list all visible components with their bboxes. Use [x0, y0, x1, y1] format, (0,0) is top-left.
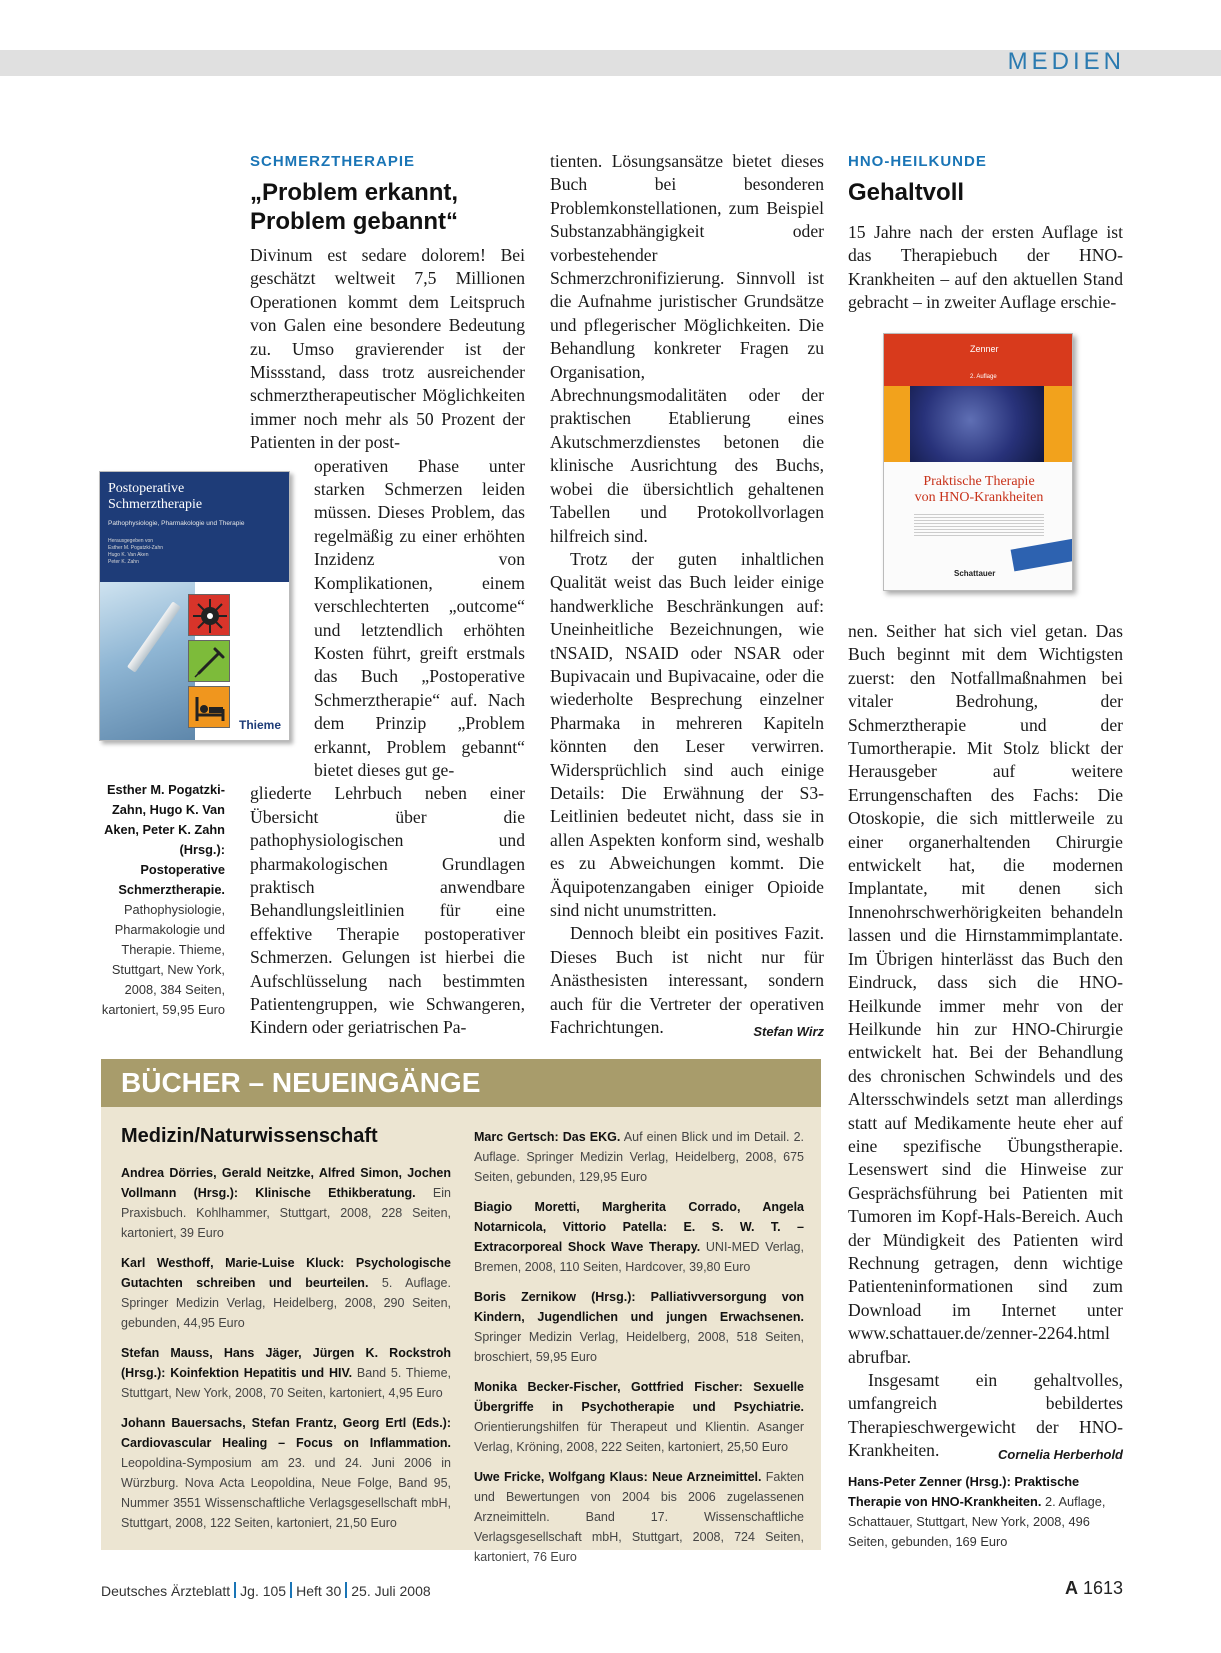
article1-col1-wrap: operativen Phase unter starken Schmerzen leiden müssen. Dieses Problem, das regelmäßig zu einer erhöhten Inzidenz von Komplikationen, einem verschlechterten „outcome“ und letztendlich erhöhten Kosten führt, greift erstmals das Buch „Postoperative Schmerztherapie“ auf. Nach dem Prinzip „Problem erkannt, Problem gebannt“ bietet dieses gut ge-	[314, 455, 525, 780]
article2-p-last-text: Insgesamt ein gehaltvolles, umfangreich bebildertes Therapieschwergewicht der HNO-Krankheiten.	[848, 1370, 1123, 1461]
page-prefix: A	[1064, 1578, 1078, 1598]
book-entry-title: Monika Becker-Fischer, Gottfried Fischer: Sexuelle Übergriffe in Psychotherapie und Psychiatrie.	[474, 1380, 804, 1414]
virus-icon	[188, 594, 230, 636]
article2-body	[848, 620, 1123, 1467]
cover2-edition: 2. Auflage	[970, 374, 997, 380]
book-entry-details: Auf einen Blick und im Detail. 2. Auflage. Springer Medizin Verlag, Heidelberg, 2008, 675 Seiten, gebunden, 129,95 Euro	[474, 1130, 804, 1184]
article2-caption-details: 2. Auflage, Schattauer, Stuttgart, New York, 2008, 496 Seiten, gebunden, 169 Euro	[848, 1494, 1106, 1549]
footer-separator	[290, 1582, 292, 1598]
thieme-logo: Thieme	[238, 718, 281, 732]
book-entry-details: Orientierungshilfen für Therapeut und Klientin. Asanger Verlag, Kröning, 2008, 222 Seiten, kartoniert, 25,50 Euro	[474, 1420, 804, 1454]
neueingaenge-subtitle: Medizin/Naturwissenschaft	[121, 1125, 378, 1147]
book-entry-details: Leopoldina-Symposium am 23. und 24. Juni 2006 in Würzburg. Nova Acta Leopoldina, Neue Folge, Band 95, Nummer 3551 Wissenschaftliche Verlagsgesellschaft mbH, Stuttgart, 2008, 122 Seiten, kartoniert, 21,50 Euro	[121, 1456, 451, 1530]
article2-headline: Gehaltvoll	[848, 179, 965, 206]
book-entry-title: Andrea Dörries, Gerald Neitzke, Alfred Simon, Jochen Vollmann (Hrsg.): Klinische Ethikberatung.	[121, 1166, 451, 1200]
book-entry	[121, 1253, 451, 1333]
cover1-editors-line3: Hugo K. Van Aken	[108, 552, 149, 558]
footer-journal: Deutsches Ärzteblatt	[101, 1583, 231, 1599]
article1-col2-p3-text: Dennoch bleibt ein positives Fazit. Dieses Buch ist nicht nur für Anästhesisten interessant, sondern auch für die Vertreter der operativen Fachrichtungen.	[550, 923, 824, 1038]
cover1-syringe-photo	[100, 582, 195, 741]
cover1-title	[108, 481, 286, 513]
book-entry-details: Band 5. Thieme, Stuttgart, New York, 2008, 70 Seiten, kartoniert, 4,95 Euro	[121, 1366, 452, 1400]
article1-caption-details: Pathophysiologie, Pharmakologie und Therapie. Thieme, Stuttgart, New York, 2008, 384 Seiten, kartoniert, 59,95 Euro	[101, 902, 225, 1017]
book-entry-title: Marc Gertsch: Das EKG.	[474, 1130, 621, 1144]
book-entry	[121, 1343, 451, 1403]
cover1-subtitle: Pathophysiologie, Pharmakologie und Therapie	[108, 520, 245, 527]
cover1-title-line2: Schmerztherapie	[108, 497, 203, 512]
patient-bed-icon	[188, 686, 230, 728]
article2-book-caption	[848, 1472, 1123, 1552]
book-cover-postoperative	[99, 471, 290, 741]
footer-separator	[234, 1582, 236, 1598]
page-number-value: 1613	[1082, 1578, 1123, 1598]
neueingaenge-header	[101, 1059, 821, 1107]
article1-col2-p2: Trotz der guten inhaltlichen Qualität weist das Buch leider einige handwerkliche Beschränkungen auf: Uneinheitliche Bezeichnungen, wie tNSAID, NSAID oder NSAR oder Bupivacain und Bupivacaine, oder die wiederholte Besprechung einzelner Pharmaka in mehreren Kapiteln könnten den Leser verwirren. Widersprüchlich sind auch einige Details: Die Erwähnung der S3-Leitlinien bedeutet nicht, dass sie in allen Aspekten konform sind, weshalb es zu Abweichungen kommt. Die Äquipotenzangaben einiger Opioide sind nicht unumstritten.	[550, 548, 824, 920]
article1-caption-authors: Esther M. Pogatzki-Zahn, Hugo K. Van Aken, Peter K. Zahn (Hrsg.): Postoperative Schmerztherapie.	[104, 782, 225, 897]
book-entry	[474, 1287, 804, 1367]
book-entry	[121, 1413, 451, 1533]
cover2-badge	[1011, 539, 1073, 572]
cover2-title-line2: von HNO-Krankheiten	[914, 490, 1044, 505]
cover1-editors-line4: Peter K. Zahn	[108, 559, 139, 565]
article2-kicker: HNO-HEILKUNDE	[848, 153, 987, 170]
article1-col1-top: Divinum est sedare dolorem! Bei geschätzt weltweit 7,5 Millionen Operationen kommt dem Leitspruch von Galen eine besondere Bedeutung zu. Umso gravierender ist der Missstand, dass trotz ausreichender schmerztherapeutischer Möglichkeiten immer noch mehr als 50 Prozent der Patienten in der post-	[250, 245, 525, 453]
article2-intro: 15 Jahre nach der ersten Auflage ist das Therapiebuch der HNO-Krankheiten – auf den aktuellen Stand gebracht – in zweiter Auflage erschie-	[848, 222, 1123, 313]
book-entry-title: Boris Zernikow (Hrsg.): Palliativversorgung von Kindern, Jugendlichen und jungen Erwachsenen.	[474, 1290, 804, 1324]
page-footer	[101, 1582, 431, 1599]
article1-column1	[250, 244, 525, 1040]
article2-p-main: nen. Seither hat sich viel getan. Das Buch beginnt mit dem Wichtigsten zuerst: den Notfallmaßnahmen bei vitaler Bedrohung, der Schmerztherapie und der Tumortherapie. Mit Stolz blickt der Herausgeber auf weitere Errungenschaften des Fachs: Die Otoskopie, die sich mittlerweile zu einer organerhaltenden Chirurgie entwickelt hat, die modernen Implantate, mit denen sich Innenohrschwerhörigkeiten behandeln lassen und die Hirnstammimplantate. Im Übrigen hinterlässt das Buch den Eindruck, dass sich die HNO-Heilkunde immer mehr von der Heilkunde hin zur HNO-Chirurgie entwickelt hat. Bei der Behandlung des chronischen Schwindels und des Altersschwindels setzt man allerdings statt auf Medikamente heute eher auf eine spezifische Übungstherapie. Lesenswert sind die Hinweise zur Gesprächsführung bei Patienten mit Tumoren im Kopf-Hals-Bereich. Auch der Mündigkeit des Patienten wird Rechnung getragen, denn wichtige Patienteninformationen sind zum Download im Internet unter www.schattauer.de/zenner-2264.html abrufbar.	[848, 621, 1123, 1367]
article1-column2	[550, 150, 824, 1043]
article1-col2-p1: tienten. Lösungsansätze bietet dieses Buch bei besonderen Problemkonstellationen, zum Beispiel Substanzabhängigkeit oder vorbestehender Schmerzchronifizierung. Sinnvoll ist die Aufnahme juristischer Grundsätze und pflegerischer Möglichkeiten. Die Behandlung konkreter Fragen zu Organisation, Abrechnungsmodalitäten oder der praktischen Etablierung eines Akutschmerzdienstes betonen die klinische Ausrichtung des Buchs, wobei die übersichtlich gehaltenen Tabellen und Protokollvorlagen hilfreich sind.	[550, 151, 824, 546]
article2-p-last	[848, 1369, 1123, 1463]
article1-headline	[250, 178, 458, 236]
page-number	[1065, 1578, 1123, 1599]
article1-col1-bottom: gliederte Lehrbuch neben einer Übersicht über die pathophysiologischen und pharmakologischen Grundlagen praktisch anwendbare Behandlungsleitlinien für eine effektive Therapie postoperativer Schmerzen. Gelungen ist hierbei die Aufschlüsselung nach bestimmten Patientengruppen, wie Schwangeren, Kindern oder geriatrischen Pa-	[250, 783, 525, 1038]
book-entry-title: Uwe Fricke, Wolfgang Klaus: Neue Arzneimittel.	[474, 1470, 762, 1484]
cover1-title-line1: Postoperative	[108, 481, 185, 496]
cover2-author: Zenner	[970, 344, 999, 354]
cover2-photo	[910, 386, 1044, 462]
footer-volume: Jg. 105	[240, 1583, 287, 1599]
book-entry	[474, 1467, 804, 1567]
article1-col2-p3	[550, 922, 824, 1039]
book-cover-hno	[883, 333, 1073, 591]
section-tag: MEDIEN	[1007, 48, 1125, 75]
book-entry-title: Johann Bauersachs, Stefan Frantz, Georg Ertl (Eds.): Cardiovascular Healing – Focus on Inflammation.	[121, 1416, 451, 1450]
book-entry	[474, 1127, 804, 1187]
article2-caption-authors: Hans-Peter Zenner (Hrsg.): Praktische Therapie von HNO-Krankheiten.	[848, 1474, 1080, 1509]
footer-issue: Heft 30	[296, 1583, 342, 1599]
article1-signature: Stefan Wirz	[753, 1024, 824, 1040]
article1-book-caption	[100, 780, 225, 1020]
neueingaenge-left-column	[121, 1163, 451, 1543]
book-entry-details: Ein Praxisbuch. Kohlhammer, Stuttgart, 2008, 228 Seiten, kartoniert, 39 Euro	[121, 1186, 451, 1240]
article1-headline-line1: „Problem erkannt,	[250, 179, 459, 206]
cover1-editors-line2: Esther M. Pogatzki-Zahn	[108, 545, 164, 551]
book-entry-details: UNI-MED Verlag, Bremen, 2008, 110 Seiten, Hardcover, 39,80 Euro	[474, 1240, 804, 1274]
cover2-orange-right	[1042, 386, 1072, 462]
cover2-description-lines	[914, 512, 1044, 536]
syringe-symbol-icon	[188, 640, 230, 682]
neueingaenge-right-column	[474, 1127, 804, 1577]
book-entry-title: Biagio Moretti, Margherita Corrado, Angela Notarnicola, Vittorio Patella: E. S. W. T. – Extracorporeal Shock Wave Therapy.	[474, 1200, 804, 1254]
cover2-title	[894, 474, 1064, 506]
cover1-editors	[108, 538, 208, 566]
book-entry-title: Stefan Mauss, Hans Jäger, Jürgen K. Rockstroh (Hrsg.): Koinfektion Hepatitis und HIV.	[121, 1346, 451, 1380]
neueingaenge-box	[101, 1059, 821, 1564]
schattauer-logo: Schattauer	[954, 569, 996, 578]
article1-headline-line2: Problem gebannt“	[250, 208, 459, 235]
book-entry	[474, 1377, 804, 1457]
cover2-title-line1: Praktische Therapie	[923, 474, 1035, 489]
book-entry-title: Karl Westhoff, Marie-Luise Kluck: Psychologische Gutachten schreiben und beurteilen.	[121, 1256, 451, 1290]
cover2-orange-left	[884, 386, 910, 462]
footer-separator	[345, 1582, 347, 1598]
book-entry	[121, 1163, 451, 1243]
article1-kicker: SCHMERZTHERAPIE	[250, 153, 416, 170]
footer-date: 25. Juli 2008	[351, 1583, 431, 1599]
book-entry-details: Fakten und Bewertungen von 2004 bis 2006 zugelassenen Arzneimitteln. Band 17. Wissenschaftliche Verlagsgesellschaft mbH, Stuttgart, 2008, 724 Seiten, kartoniert, 76 Euro	[474, 1470, 805, 1564]
article2-signature: Cornelia Herberhold	[998, 1447, 1123, 1463]
syringe-icon	[127, 601, 181, 672]
book-entry-details: 5. Auflage. Springer Medizin Verlag, Heidelberg, 2008, 290 Seiten, gebunden, 44,95 Euro	[121, 1276, 451, 1330]
neueingaenge-title: BÜCHER – NEUEINGÄNGE	[121, 1067, 481, 1098]
cover1-editors-line1: Herausgegeben von	[108, 538, 154, 544]
book-entry	[474, 1197, 804, 1277]
book-entry-details: Springer Medizin Verlag, Heidelberg, 2008, 518 Seiten, broschiert, 59,95 Euro	[474, 1330, 804, 1364]
